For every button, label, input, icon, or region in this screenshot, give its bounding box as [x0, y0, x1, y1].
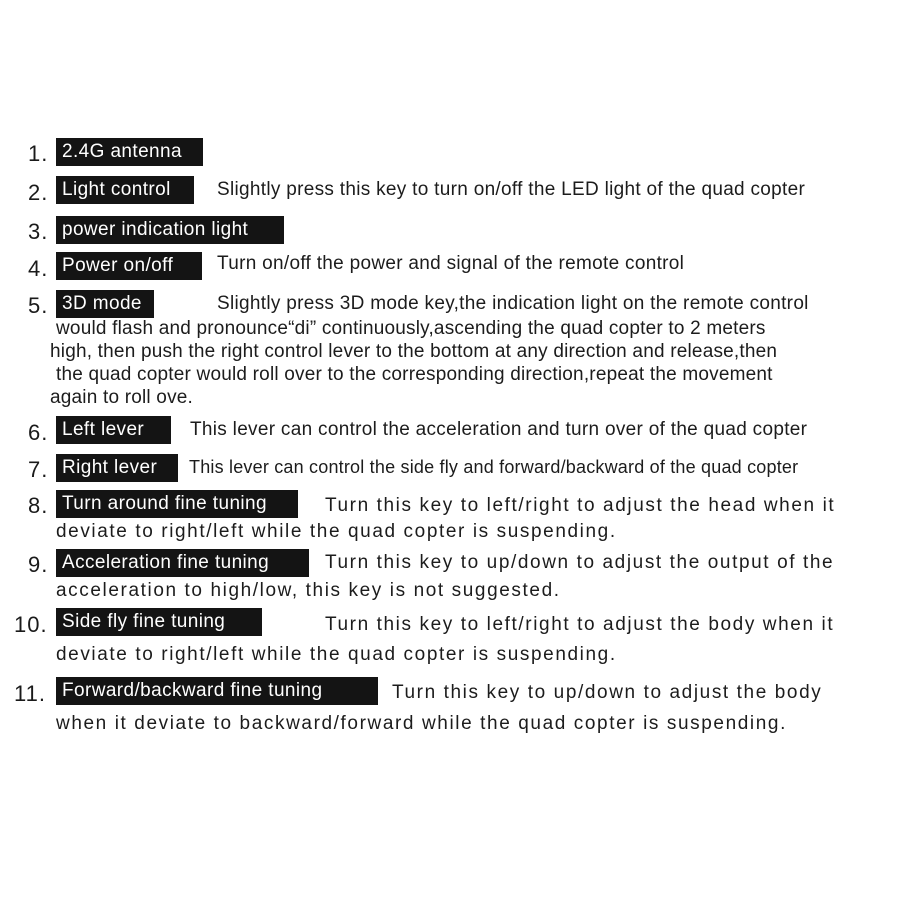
item-number: 6.: [28, 420, 49, 445]
item-description: Turn this key to left/right to adjust the body when it: [325, 614, 835, 635]
item-description: This lever can control the side fly and forward/backward of the quad copter: [189, 457, 799, 477]
item-label: Forward/backward fine tuning: [56, 677, 378, 705]
item-description: This lever can control the acceleration and turn over of the quad copter: [190, 419, 808, 440]
item-label: Side fly fine tuning: [56, 608, 262, 636]
item-description: Turn this key to up/down to adjust the output of the: [325, 552, 835, 573]
item-label: Left lever: [56, 416, 171, 444]
item-description-continued: when it deviate to backward/forward while the quad copter is suspending.: [56, 713, 787, 734]
item-number: 9.: [28, 552, 49, 577]
item-description-continued: high, then push the right control lever to the bottom at any direction and release,then: [50, 341, 778, 362]
item-number: 3.: [28, 219, 49, 244]
item-description-continued: deviate to right/left while the quad copter is suspending.: [56, 644, 617, 665]
item-number: 8.: [28, 493, 49, 518]
item-label: 3D mode: [56, 290, 154, 318]
item-description-continued: the quad copter would roll over to the corresponding direction,repeat the movement: [56, 364, 773, 385]
item-description: Turn this key to up/down to adjust the body: [392, 682, 823, 703]
item-label: power indication light: [56, 216, 284, 244]
item-number: 10.: [14, 612, 48, 637]
item-number: 2.: [28, 180, 49, 205]
item-number: 5.: [28, 293, 49, 318]
item-number: 7.: [28, 457, 49, 482]
item-description-continued: again to roll ove.: [50, 387, 194, 408]
item-description: Slightly press 3D mode key,the indication light on the remote control: [217, 293, 809, 314]
item-number: 4.: [28, 256, 49, 281]
item-label: Turn around fine tuning: [56, 490, 298, 518]
item-number: 1.: [28, 141, 49, 166]
item-label: Light control: [56, 176, 194, 204]
item-label: 2.4G antenna: [56, 138, 203, 166]
item-description-continued: acceleration to high/low, this key is not suggested.: [56, 580, 561, 601]
item-description: Turn on/off the power and signal of the remote control: [217, 253, 685, 274]
item-label: Power on/off: [56, 252, 202, 280]
item-description: Turn this key to left/right to adjust the head when it: [325, 495, 836, 516]
item-label: Right lever: [56, 454, 178, 482]
item-number: 11.: [14, 681, 46, 706]
item-description: Slightly press this key to turn on/off the LED light of the quad copter: [217, 179, 806, 200]
item-description-continued: would flash and pronounce“di” continuously,ascending the quad copter to 2 meters: [56, 318, 766, 339]
item-description-continued: deviate to right/left while the quad copter is suspending.: [56, 521, 617, 542]
item-label: Acceleration fine tuning: [56, 549, 309, 577]
